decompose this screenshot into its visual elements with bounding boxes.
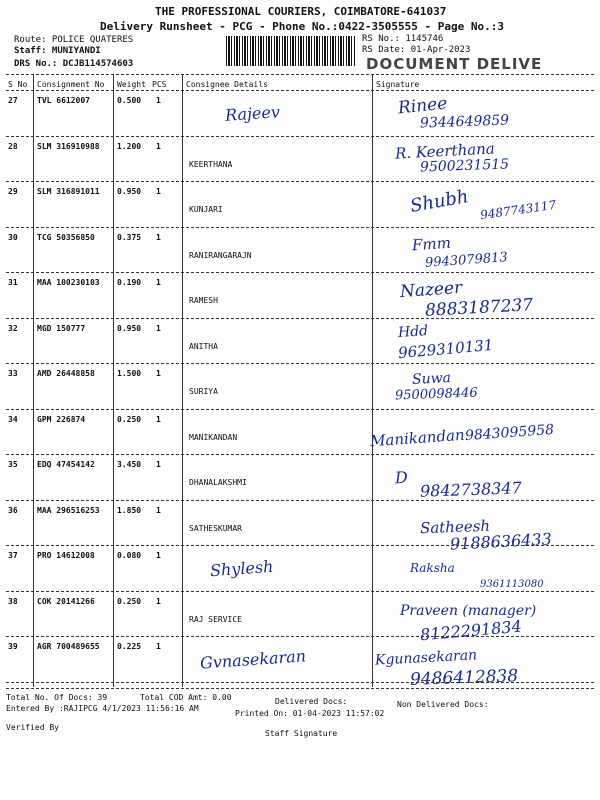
row-weight: 0.250	[117, 414, 142, 424]
col-sno: S No	[8, 80, 28, 89]
row-weight: 3.450	[117, 460, 142, 469]
printed-on: Printed On: 01-04-2023 11:57:02	[235, 709, 385, 718]
row-consignee-handwritten: Gvnasekaran	[199, 646, 307, 673]
row-signature-phone: 9500231515	[419, 155, 510, 176]
row-consignee: SURIYA	[189, 387, 218, 396]
col-weight: Weight	[117, 80, 146, 89]
col-consignee: Consignee Details	[186, 80, 268, 89]
row-pcs: 1	[156, 141, 161, 151]
row-signature-phone: 9500098446	[394, 385, 478, 404]
runsheet-title: Delivery Runsheet - PCG - Phone No.:0422-3505555 - Page No.:3	[100, 20, 504, 33]
row-signature: Suwa	[411, 369, 452, 389]
row-sno: 39	[8, 642, 18, 651]
row-signature-phone: 8122291834	[419, 616, 523, 644]
total-cod: Total COD Amt: 0.00	[140, 693, 232, 702]
col-signature: Signature	[376, 80, 420, 89]
row-weight: 1.850	[117, 505, 142, 515]
row-weight: 1.200	[117, 141, 142, 151]
rs-number: RS No.: 1145746	[362, 34, 444, 44]
row-rule	[6, 136, 594, 137]
row-consignee: RAMESH	[189, 296, 218, 305]
document-delivered-stamp: DOCUMENT DELIVE	[366, 55, 543, 73]
row-signature: Praveen (manager)	[400, 602, 537, 619]
row-weight: 0.375	[117, 232, 142, 242]
route: Route: POLICE QUATERES	[14, 35, 134, 45]
row-signature-phone: 9486412838	[409, 666, 519, 690]
row-consignment: AMD 26448858	[37, 369, 95, 378]
row-pcs: 1	[156, 323, 161, 333]
row-signature: Manikandan	[369, 425, 466, 450]
drs-number: DRS No.: DCJB114574603	[14, 59, 134, 69]
column-divider	[182, 75, 183, 687]
header-bottom-rule	[6, 90, 594, 91]
company-title: THE PROFESSIONAL COURIERS, COIMBATORE-641037	[155, 5, 447, 18]
row-pcs: 1	[156, 551, 161, 560]
row-signature: Fmm	[411, 233, 452, 254]
row-consignee: SATHESKUMAR	[189, 523, 242, 533]
row-signature: Rinee	[397, 93, 449, 119]
row-sno: 30	[8, 232, 18, 242]
delivered-docs: Delivered Docs:	[275, 697, 348, 706]
verified-by: Verified By	[6, 723, 59, 732]
col-pcs: PCS	[152, 80, 167, 89]
row-pcs: 1	[156, 596, 161, 606]
row-sno: 35	[8, 460, 18, 469]
row-signature: Nazeer	[399, 277, 463, 303]
row-rule	[6, 409, 594, 410]
staff: Staff: MUNIYANDI	[14, 46, 101, 56]
row-signature-phone: 9843095958	[464, 421, 555, 444]
row-consignment: AGR 700489655	[37, 642, 100, 651]
row-rule	[6, 181, 594, 182]
row-consignee: RANIRANGARAJN	[189, 250, 252, 260]
row-weight: 0.250	[117, 596, 142, 606]
row-pcs: 1	[156, 278, 161, 287]
row-signature: Raksha	[410, 561, 455, 575]
row-consignment: MAA 296516253	[37, 505, 100, 515]
row-sno: 36	[8, 505, 18, 515]
row-sno: 38	[8, 596, 18, 606]
row-consignment: TVL 6612007	[37, 96, 90, 105]
row-signature: D	[394, 467, 409, 488]
row-sno: 27	[8, 96, 18, 105]
total-docs: Total No. Of Docs: 39	[6, 693, 108, 702]
row-pcs: 1	[156, 460, 161, 469]
row-consignee: ANITHA	[189, 341, 218, 351]
row-weight: 0.950	[117, 323, 142, 333]
row-signature-phone: 9487743117	[479, 197, 557, 223]
row-signature: Hdd	[397, 322, 429, 341]
row-rule	[6, 318, 594, 319]
row-pcs: 1	[156, 414, 161, 424]
row-sno: 28	[8, 141, 18, 151]
row-rule	[6, 682, 594, 683]
row-rule	[6, 636, 594, 637]
barcode	[226, 36, 356, 66]
row-rule	[6, 454, 594, 455]
row-consignment: SLM 316910988	[37, 141, 100, 151]
row-consignee-handwritten: Rajeev	[224, 102, 281, 125]
row-sno: 31	[8, 278, 18, 287]
row-weight: 0.950	[117, 187, 142, 196]
row-signature-phone: 9629310131	[397, 335, 495, 362]
row-weight: 0.080	[117, 551, 142, 560]
row-consignee: DHANALAKSHMI	[189, 478, 247, 487]
row-pcs: 1	[156, 96, 161, 105]
row-signature-phone: 9361113080	[480, 579, 544, 590]
row-signature-phone: 9188636433	[449, 528, 553, 554]
footer-rule	[6, 688, 594, 689]
row-signature-phone: 8883187237	[424, 295, 534, 321]
row-signature: Satheesh	[419, 516, 491, 537]
row-consignment: MAA 100230103	[37, 278, 100, 287]
row-consignee: MANIKANDAN	[189, 432, 238, 442]
row-signature: Kgunasekaran	[374, 647, 478, 669]
column-divider	[372, 75, 373, 687]
row-sno: 37	[8, 551, 18, 560]
staff-signature-label: Staff Signature	[265, 729, 338, 738]
row-rule	[6, 363, 594, 364]
row-consignment: PRO 14612008	[37, 551, 95, 560]
non-delivered-docs: Non Delivered Docs:	[397, 700, 489, 709]
row-signature-phone: 9344649859	[419, 112, 510, 132]
row-consignment: TCG 50356850	[37, 232, 95, 242]
row-signature: Shubh	[408, 186, 471, 217]
row-weight: 0.225	[117, 642, 142, 651]
row-rule	[6, 500, 594, 501]
row-rule	[6, 591, 594, 592]
row-pcs: 1	[156, 369, 161, 378]
row-sno: 32	[8, 323, 18, 333]
row-sno: 34	[8, 414, 18, 424]
column-divider	[33, 75, 34, 687]
row-weight: 0.500	[117, 96, 142, 105]
row-weight: 0.190	[117, 278, 142, 287]
row-signature-phone: 9943079813	[424, 249, 509, 271]
column-divider	[113, 75, 114, 687]
row-consignee-handwritten: Shylesh	[209, 556, 274, 581]
row-sno: 33	[8, 369, 18, 378]
row-consignee: KUNJARI	[189, 205, 223, 214]
col-consignment: Consignment No	[37, 80, 105, 89]
row-weight: 1.500	[117, 369, 142, 378]
row-consignee: KEERTHANA	[189, 159, 233, 169]
rs-date: RS Date: 01-Apr-2023	[362, 45, 471, 55]
row-pcs: 1	[156, 187, 161, 196]
row-consignment: COK 20141266	[37, 596, 95, 606]
row-consignment: MGD 150777	[37, 323, 86, 333]
row-consignment: SLM 316891011	[37, 187, 100, 196]
row-pcs: 1	[156, 642, 161, 651]
row-rule	[6, 272, 594, 273]
row-consignment: GPM 226874	[37, 414, 86, 424]
row-pcs: 1	[156, 505, 161, 515]
header-top-rule	[6, 74, 594, 75]
row-signature-phone: 9842738347	[419, 478, 523, 501]
row-sno: 29	[8, 187, 18, 196]
row-pcs: 1	[156, 232, 161, 242]
row-consignment: EDQ 47454142	[37, 460, 95, 469]
row-rule	[6, 227, 594, 228]
row-rule	[6, 545, 594, 546]
entered-by: Entered By :RAJIPCG 4/1/2023 11:56:16 AM	[6, 704, 199, 713]
row-signature: R. Keerthana	[394, 138, 496, 163]
row-consignee: RAJ SERVICE	[189, 614, 242, 624]
